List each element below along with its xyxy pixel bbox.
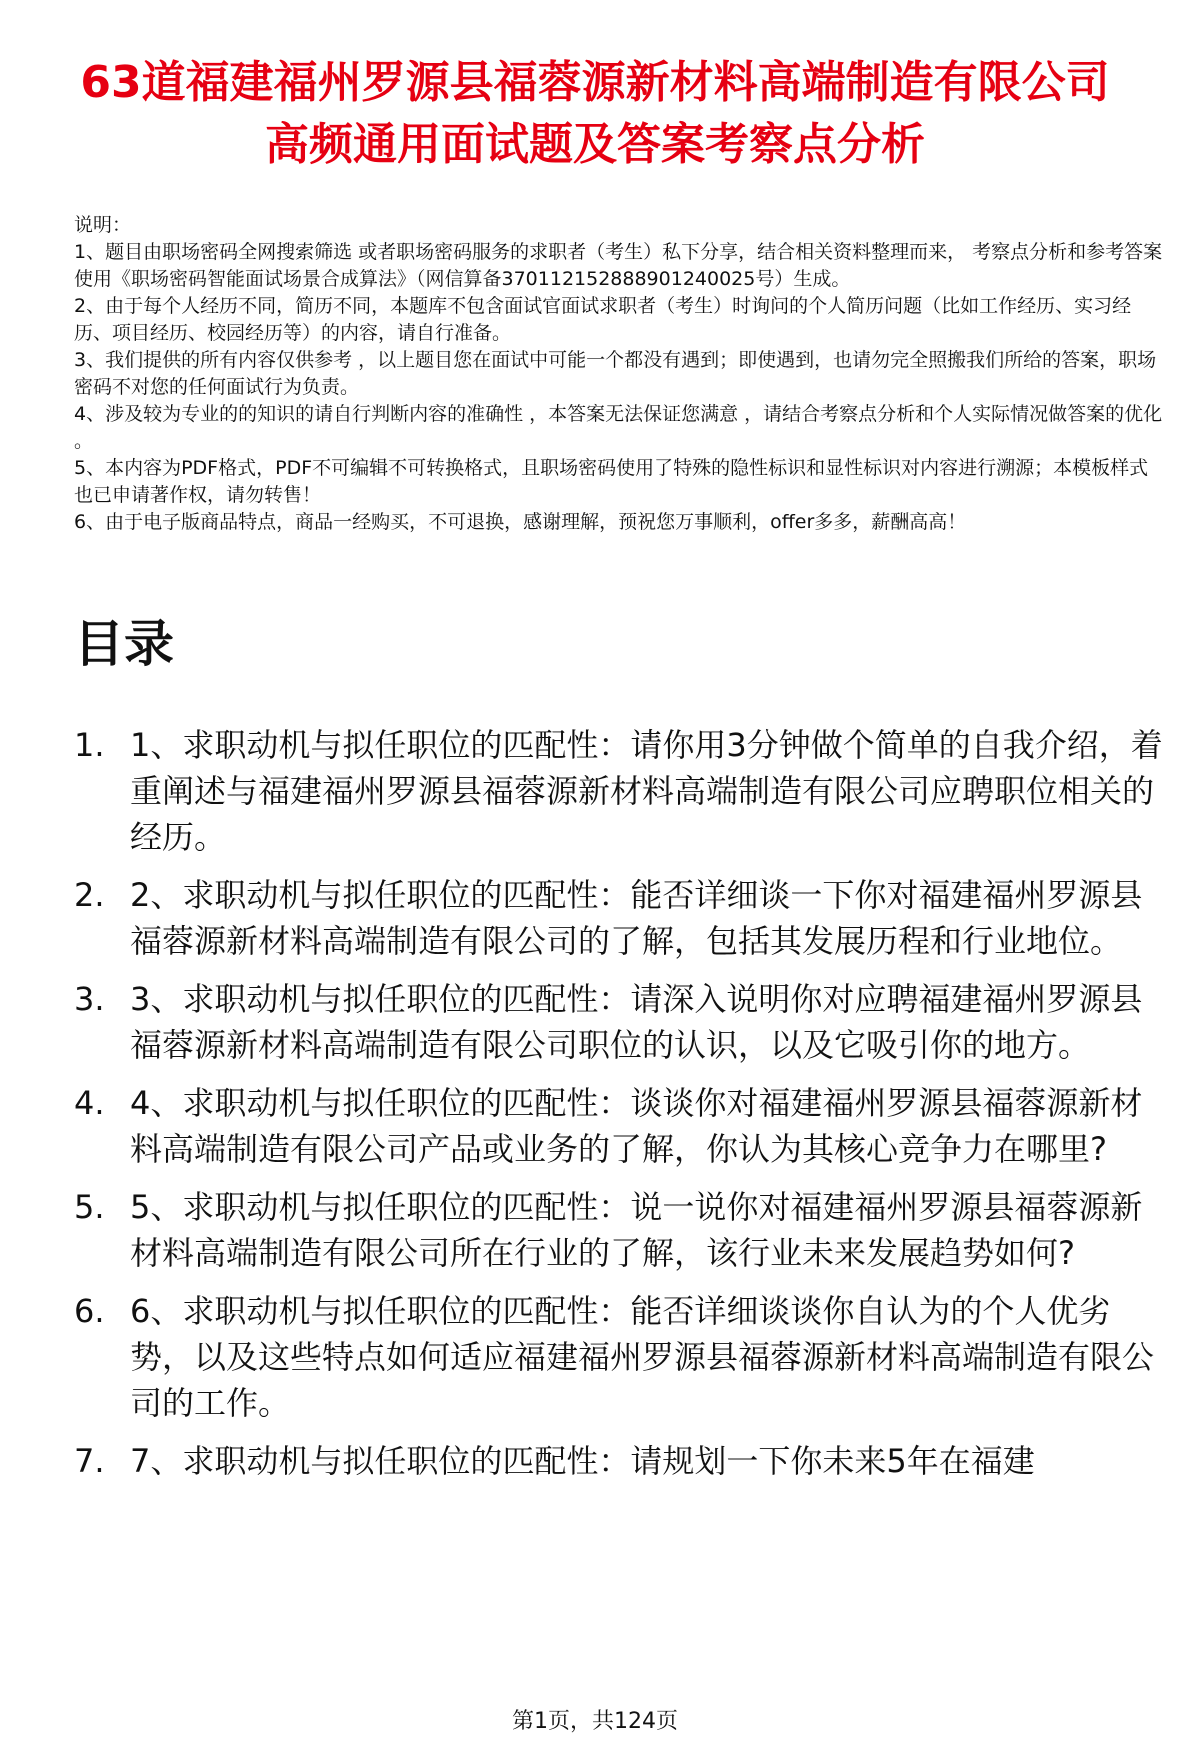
toc-item-text[interactable]: 3、求职动机与拟任职位的匹配性：请深入说明你对应聘福建福州罗源县福蓉源新材料高端制造有限公司职位的认识，以及它吸引你的地方。: [130, 980, 1143, 1064]
page-footer: 第1页，共124页: [512, 1709, 678, 1734]
toc-item-number: 3.: [74, 980, 105, 1018]
notes-item: 3、我们提供的所有内容仅供参考 ，以上题目您在面试中可能一个都没有遇到；即使遇到，也请勿完全照搬我们所给的答案，职场密码不对您的任何面试行为负责。: [74, 349, 1157, 398]
toc-item-text[interactable]: 6、求职动机与拟任职位的匹配性：能否详细谈谈你自认为的个人优劣势，以及这些特点如何适应福建福州罗源县福蓉源新材料高端制造有限公司的工作。: [130, 1292, 1155, 1422]
toc-item-number: 2.: [74, 876, 105, 914]
toc-item-number: 7.: [74, 1442, 105, 1480]
notes-item: 2、由于每个人经历不同，简历不同，本题库不包含面试官面试求职者（考生）时询问的个人简历问题（比如工作经历、实习经历、项目经历、校园经历等）的内容，请自行准备。: [74, 295, 1132, 344]
toc-heading: 目录: [74, 615, 174, 673]
toc-item-text[interactable]: 4、求职动机与拟任职位的匹配性：谈谈你对福建福州罗源县福蓉源新材料高端制造有限公司产品或业务的了解，你认为其核心竞争力在哪里?: [130, 1084, 1143, 1168]
toc-item-number: 6.: [74, 1292, 105, 1330]
notes-heading: 说明：: [74, 214, 132, 236]
toc-item-number: 5.: [74, 1188, 105, 1226]
toc-item[interactable]: [74, 1438, 1164, 1484]
toc-item-text[interactable]: 5、求职动机与拟任职位的匹配性：说一说你对福建福州罗源县福蓉源新材料高端制造有限公司所在行业的了解，该行业未来发展趋势如何?: [130, 1188, 1143, 1272]
toc-item-text[interactable]: 2、求职动机与拟任职位的匹配性：能否详细谈一下你对福建福州罗源县福蓉源新材料高端制造有限公司的了解，包括其发展历程和行业地位。: [130, 876, 1143, 960]
notes-section: [74, 212, 1164, 536]
toc-item-text[interactable]: 7、求职动机与拟任职位的匹配性：请规划一下你未来5年在福建: [130, 1442, 1035, 1480]
toc-item[interactable]: [74, 976, 1164, 1068]
notes-item: 4、涉及较为专业的的知识的请自行判断内容的准确性 ，本答案无法保证您满意 ，请结合考察点分析和个人实际情况做答案的优化 。: [74, 403, 1163, 452]
toc-list: [74, 722, 1164, 1496]
toc-item[interactable]: [74, 1288, 1164, 1426]
notes-item: 1、题目由职场密码全网搜索筛选 或者职场密码服务的求职者（考生）私下分享，结合相关资料整理而来， 考察点分析和参考答案使用《职场密码智能面试场景合成算法》（网信算备370112152888901240025号）生成。: [74, 241, 1163, 290]
notes-item: 6、由于电子版商品特点，商品一经购买，不可退换，感谢理解，预祝您万事顺利，offer多多，薪酬高高！: [74, 511, 967, 533]
toc-item-number: 4.: [74, 1084, 105, 1122]
toc-item-number: 1.: [74, 726, 105, 764]
toc-item[interactable]: [74, 722, 1164, 860]
document-title: 63道福建福州罗源县福蓉源新材料高端制造有限公司高频通用面试题及答案考察点分析: [80, 57, 1110, 170]
toc-item[interactable]: [74, 872, 1164, 964]
toc-item[interactable]: [74, 1080, 1164, 1172]
toc-item[interactable]: [74, 1184, 1164, 1276]
toc-item-text[interactable]: 1、求职动机与拟任职位的匹配性：请你用3分钟做个简单的自我介绍，着重阐述与福建福州罗源县福蓉源新材料高端制造有限公司应聘职位相关的经历。: [130, 726, 1163, 856]
notes-item: 5、本内容为PDF格式，PDF不可编辑不可转换格式，且职场密码使用了特殊的隐性标识和显性标识对内容进行溯源；本模板样式也已申请著作权，请勿转售！: [74, 457, 1149, 506]
